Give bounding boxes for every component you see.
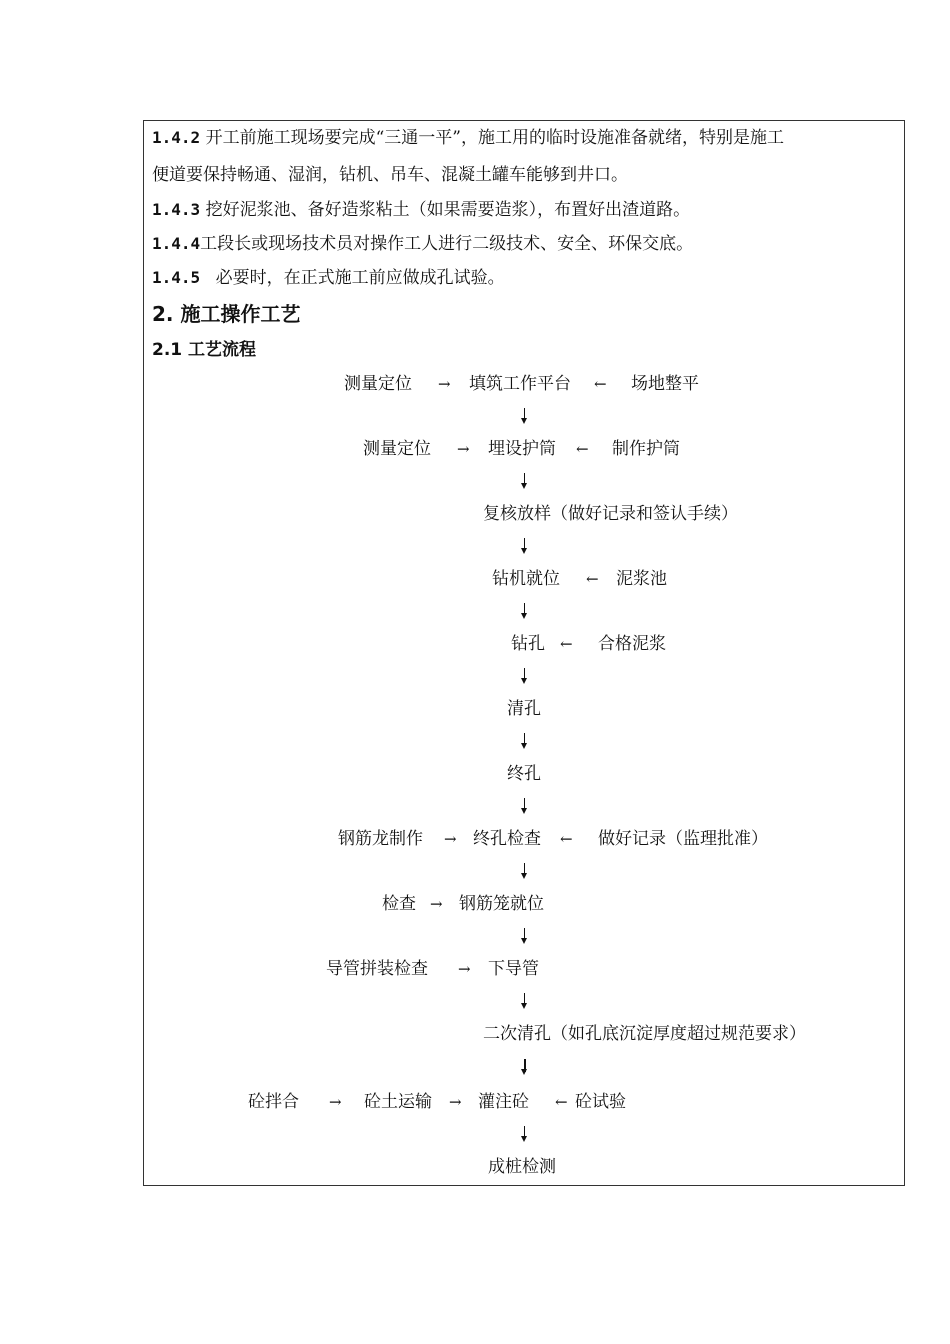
flow-node-recheck-layout: 复核放样（做好记录和签认手续） bbox=[483, 504, 738, 524]
flow-arrow-left: ← bbox=[560, 830, 573, 848]
flow-node-survey-positioning-1: 测量定位 bbox=[344, 374, 412, 394]
item-number: 1.4.4 bbox=[152, 234, 201, 253]
item-1-4-5 bbox=[152, 268, 505, 288]
flow-node-concrete-transport: 砼土运输 bbox=[364, 1092, 432, 1112]
item-number: 1.4.2 bbox=[152, 128, 201, 147]
flow-node-concrete-pouring: 灌注砼 bbox=[478, 1092, 529, 1112]
flow-node-record-approval: 做好记录（监理批准） bbox=[598, 829, 768, 849]
flow-arrow-down-bold bbox=[520, 1057, 530, 1077]
flow-arrow-left: ← bbox=[594, 375, 607, 393]
flow-node-final-hole: 终孔 bbox=[507, 764, 541, 784]
flow-node-cage-placement: 钢筋笼就位 bbox=[459, 894, 544, 914]
flow-arrow-left: ← bbox=[586, 570, 599, 588]
item-1-4-2-line1 bbox=[152, 128, 784, 148]
flow-arrow-left: ← bbox=[560, 635, 573, 653]
flow-arrow-right: → bbox=[438, 375, 451, 393]
flow-arrow-down bbox=[520, 1124, 530, 1144]
flow-arrow-right: → bbox=[457, 440, 470, 458]
flow-node-hole-cleaning: 清孔 bbox=[507, 699, 541, 719]
flow-node-make-casing: 制作护筒 bbox=[612, 439, 680, 459]
item-1-4-2-line2: 便道要保持畅通、湿润，钻机、吊车、混凝土罐车能够到井口。 bbox=[152, 165, 628, 185]
flow-arrow-down bbox=[520, 861, 530, 881]
item-text: 挖好泥浆池、备好造浆粘土（如果需要造浆），布置好出渣道路。 bbox=[205, 200, 691, 220]
flow-arrow-down bbox=[520, 536, 530, 556]
flow-node-tremie-assembly-check: 导管拼装检查 bbox=[326, 959, 428, 979]
flow-node-qualified-mud: 合格泥浆 bbox=[598, 634, 666, 654]
flow-arrow-down bbox=[520, 601, 530, 621]
flow-node-site-leveling: 场地整平 bbox=[631, 374, 699, 394]
item-1-4-4 bbox=[152, 234, 693, 254]
flow-arrow-left: ← bbox=[576, 440, 589, 458]
flow-node-final-hole-inspection: 终孔检查 bbox=[473, 829, 541, 849]
flow-node-fill-platform: 填筑工作平台 bbox=[469, 374, 571, 394]
flow-arrow-right: → bbox=[449, 1093, 462, 1111]
flow-arrow-right: → bbox=[430, 895, 443, 913]
flow-arrow-down bbox=[520, 471, 530, 491]
item-text: 必要时，在正式施工前应做成孔试验。 bbox=[215, 268, 505, 288]
flow-node-survey-positioning-2: 测量定位 bbox=[363, 439, 431, 459]
flow-node-concrete-mixing: 砼拌合 bbox=[248, 1092, 299, 1112]
flow-arrow-right: → bbox=[444, 830, 457, 848]
item-text: 工段长或现场技术员对操作工人进行二级技术、安全、环保交底。 bbox=[200, 234, 694, 254]
flow-node-check: 检查 bbox=[382, 894, 416, 914]
flow-node-concrete-test: 砼试验 bbox=[575, 1092, 626, 1112]
flow-node-secondary-cleaning: 二次清孔（如孔底沉淀厚度超过规范要求） bbox=[483, 1024, 806, 1044]
flow-node-drilling: 钻孔 bbox=[511, 634, 545, 654]
flow-arrow-right: → bbox=[329, 1093, 342, 1111]
flow-node-bury-casing: 埋设护筒 bbox=[488, 439, 556, 459]
flow-arrow-down bbox=[520, 926, 530, 946]
flow-node-rebar-cage-making: 钢筋龙制作 bbox=[338, 829, 423, 849]
item-number: 1.4.5 bbox=[152, 268, 201, 287]
flow-arrow-down bbox=[520, 991, 530, 1011]
flow-arrow-down bbox=[520, 666, 530, 686]
flow-arrow-down bbox=[520, 731, 530, 751]
flow-arrow-left: ← bbox=[555, 1093, 568, 1111]
flow-arrow-down bbox=[520, 796, 530, 816]
flow-node-drill-positioning: 钻机就位 bbox=[492, 569, 560, 589]
section-2-1-heading: 2.1 工艺流程 bbox=[152, 340, 257, 360]
item-text: 开工前施工现场要完成“三通一平”，施工用的临时设施准备就绪，特别是施工 bbox=[205, 128, 784, 148]
flow-node-lower-tremie: 下导管 bbox=[488, 959, 539, 979]
flow-node-mud-pit: 泥浆池 bbox=[616, 569, 667, 589]
section-2-heading: 2. 施工操作工艺 bbox=[152, 302, 301, 326]
flow-arrow-right: → bbox=[458, 960, 471, 978]
item-number: 1.4.3 bbox=[152, 200, 201, 219]
flow-node-pile-testing: 成桩检测 bbox=[488, 1157, 556, 1177]
item-1-4-3 bbox=[152, 200, 690, 220]
flow-arrow-down bbox=[520, 406, 530, 426]
